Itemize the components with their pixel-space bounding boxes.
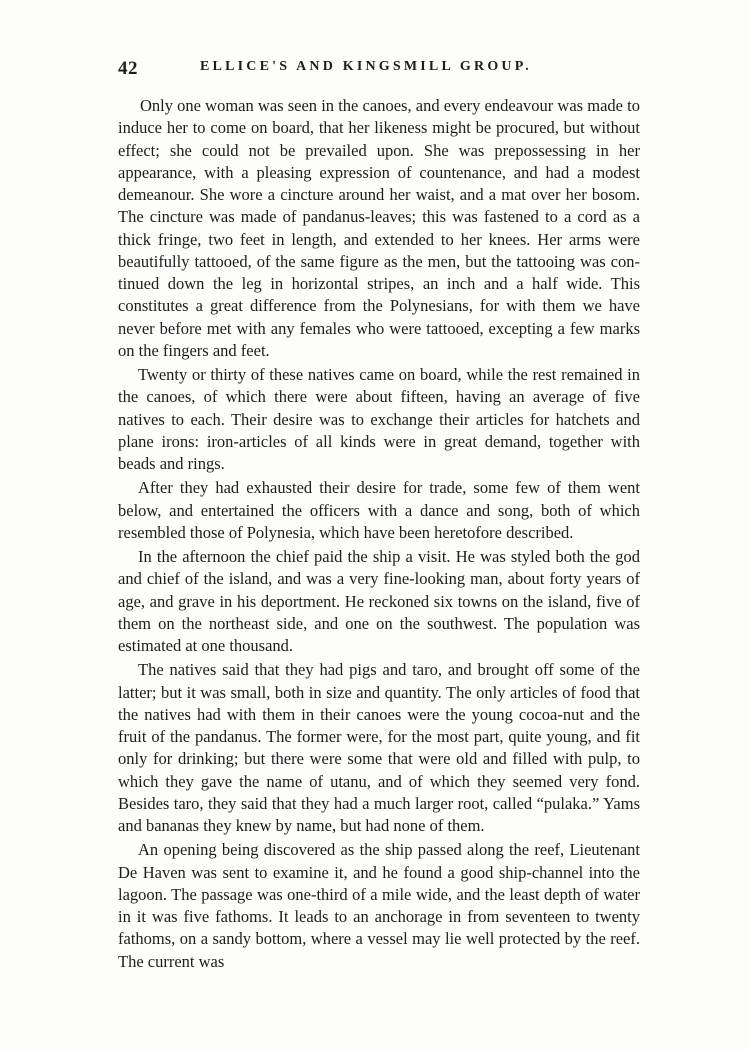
body-text [118, 95, 640, 975]
paragraph-reef-opening: An opening being discovered as the ship passed along the reef, Lieutenant De Haven was sent to examine it, and he found a good ship-channel into the lagoon. The passage was one-third of a mile wide, and the least depth of water in it was five fathoms. It leads to an anchorage in from seventeen to twenty fathoms, on a sandy bottom, where a vessel may lie well protected by the reef. The current was [118, 840, 640, 971]
paragraph-food: The natives said that they had pigs and taro, and brought off some of the latter; but it was small, both in size and quantity. The only articles of food that the natives had with them in their canoes were the young cocoa-nut and the fruit of the pandanus. The former were, for the most part, quite young, and fit only for drinking; but there were some that were old and filled with pulp, to which they gave the name of utanu, and of which they seemed very fond. Besides taro, they said that they had a much larger root, called “pulaka.” Yams and bananas they knew by name, but had none of them. [118, 660, 640, 835]
paragraph-dance-and-song: After they had exhausted their desire for trade, some few of them went below, and entertained the officers with a dance and song, both of which resembled those of Polynesia, which have been heretofore described. [118, 478, 640, 542]
page-number: 42 [118, 58, 138, 79]
running-title: ELLICE'S AND KINGSMILL GROUP. [200, 59, 532, 74]
paragraph-woman-in-canoes: Only one woman was seen in the canoes, and every endeavour was made to induce her to come on board, that her likeness might be procured, but without effect; she could not be prevailed upon. She was prepossessing in her appearance, with a pleasing expression of countenance, and had a modest demeanour. She wore a cincture around her waist, and a mat over her bosom. The cincture was made of pandanus-leaves; this was fastened to a cord as a thick fringe, two feet in length, and extended to her knees. Her arms were beautifully tattooed, of the same figure as the men, but the tattooing was continued down the leg in horizontal stripes, an inch and a half wide. This constitutes a great difference from the Polynesians, for with them we have never before met with any females who were tattooed, excepting a few marks on the fingers and feet. [118, 96, 640, 360]
paragraph-chief-visit: In the afternoon the chief paid the ship a visit. He was styled both the god and chief of the island, and was a very fine-looking man, about forty years of age, and grave in his deportment. He reckoned six towns on the island, five of them on the northeast side, and one on the southwest. The population was estimated at one thousand. [118, 547, 640, 655]
running-head [118, 56, 638, 80]
paragraph-natives-on-board: Twenty or thirty of these natives came on board, while the rest remained in the canoes, of which there were about fifteen, having an average of five natives to each. Their desire was to exchange their articles for hatchets and plane irons: iron-articles of all kinds were in great demand, together with beads and rings. [118, 365, 640, 473]
